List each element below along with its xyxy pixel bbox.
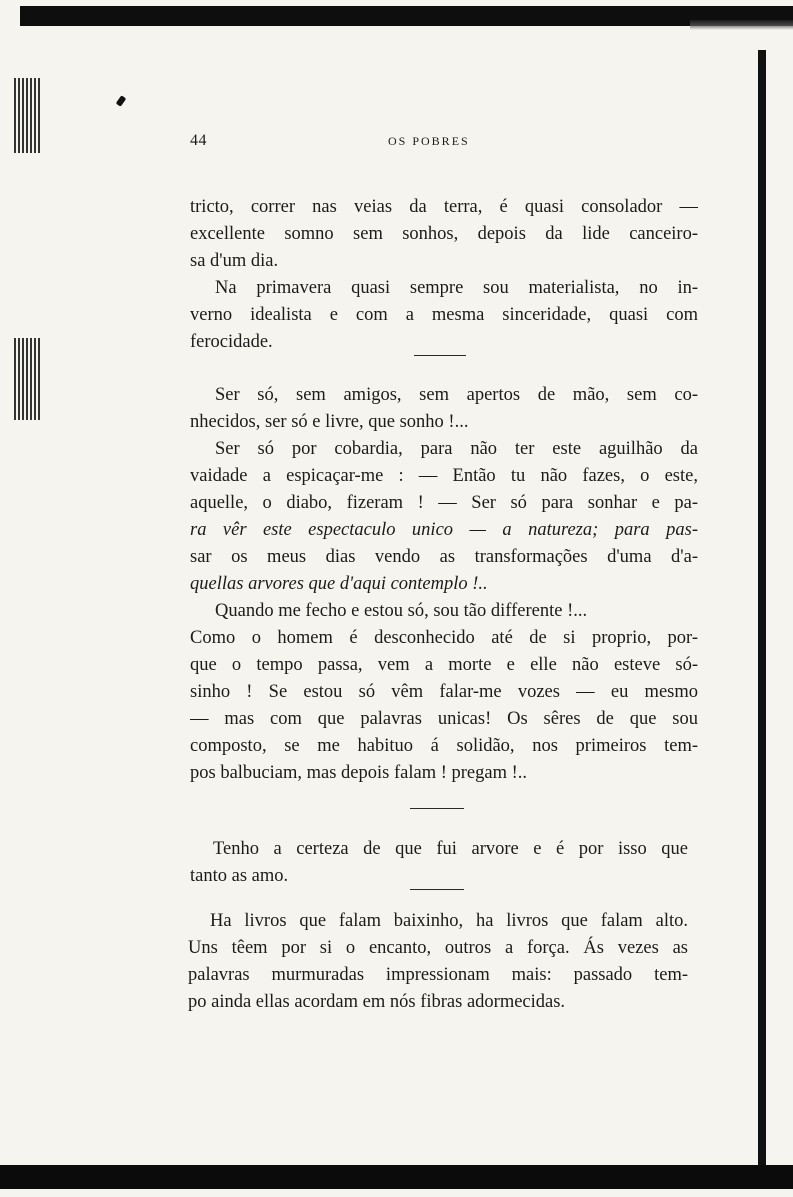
- text-line: Tenho a certeza de que fui arvore e é por isso que: [213, 839, 688, 859]
- text-line: sa d'um dia.: [190, 251, 279, 271]
- text-line: pos balbuciam, mas depois falam ! pregam !..: [190, 763, 528, 783]
- text-line: verno idealista e com a mesma sinceridade, quasi com: [190, 305, 698, 325]
- text-line: Quando me fecho e estou só, sou tão differente !...: [215, 601, 588, 621]
- text-line: excellente somno sem sonhos, depois da lide canceiro-: [190, 224, 698, 244]
- page-header: [190, 132, 690, 152]
- text-line: Na primavera quasi sempre sou materialista, no in-: [215, 278, 698, 298]
- text-line: ferocidade.: [190, 332, 273, 352]
- binding-mark-lower: [14, 338, 40, 420]
- text-line: composto, se me habituo á solidão, nos primeiros tem-: [190, 736, 698, 756]
- section-divider: [410, 889, 464, 890]
- text-line: po ainda ellas acordam em nós fibras adormecidas.: [188, 992, 566, 1012]
- scan-border-right: [758, 50, 766, 1170]
- section-divider: [410, 808, 464, 809]
- scan-border-top-shadow: [690, 20, 793, 30]
- text-line: ra vêr este espectaculo unico — a natureza; para pas-: [190, 520, 698, 540]
- text-line: Ser só, sem amigos, sem apertos de mão, sem co-: [215, 385, 698, 405]
- text-line: aquelle, o diabo, fizeram ! — Ser só para sonhar e pa-: [190, 493, 698, 513]
- text-line: palavras murmuradas impressionam mais: passado tem-: [188, 965, 688, 985]
- text-line: nhecidos, ser só e livre, que sonho !...: [190, 412, 469, 432]
- text-line: tanto as amo.: [190, 866, 289, 886]
- text-line: que o tempo passa, vem a morte e elle não esteve só-: [190, 655, 698, 675]
- text-line: sar os meus dias vendo as transformações d'uma d'a-: [190, 547, 698, 567]
- text-line: Uns têem por si o encanto, outros a força. Ás vezes as: [188, 938, 688, 958]
- text-line: tricto, correr nas veias da terra, é quasi consolador —: [190, 197, 698, 217]
- page-number: 44: [190, 132, 207, 149]
- scan-border-bottom: [0, 1165, 793, 1189]
- text-line: quellas arvores que d'aqui contemplo !..: [190, 574, 488, 594]
- binding-mark-upper: [14, 78, 40, 153]
- text-line: Ha livros que falam baixinho, ha livros que falam alto.: [210, 911, 688, 931]
- text-line: vaidade a espicaçar-me : — Então tu não fazes, o este,: [190, 466, 698, 486]
- ink-speck: [116, 95, 127, 107]
- text-line: Ser só por cobardia, para não ter este aguilhão da: [215, 439, 698, 459]
- scan-border-top: [20, 6, 793, 26]
- text-line: sinho ! Se estou só vêm falar-me vozes — eu mesmo: [190, 682, 698, 702]
- running-title: OS POBRES: [388, 134, 470, 148]
- text-line: Como o homem é desconhecido até de si proprio, por-: [190, 628, 698, 648]
- section-divider: [414, 355, 466, 356]
- text-line: — mas com que palavras unicas! Os sêres de que sou: [190, 709, 698, 729]
